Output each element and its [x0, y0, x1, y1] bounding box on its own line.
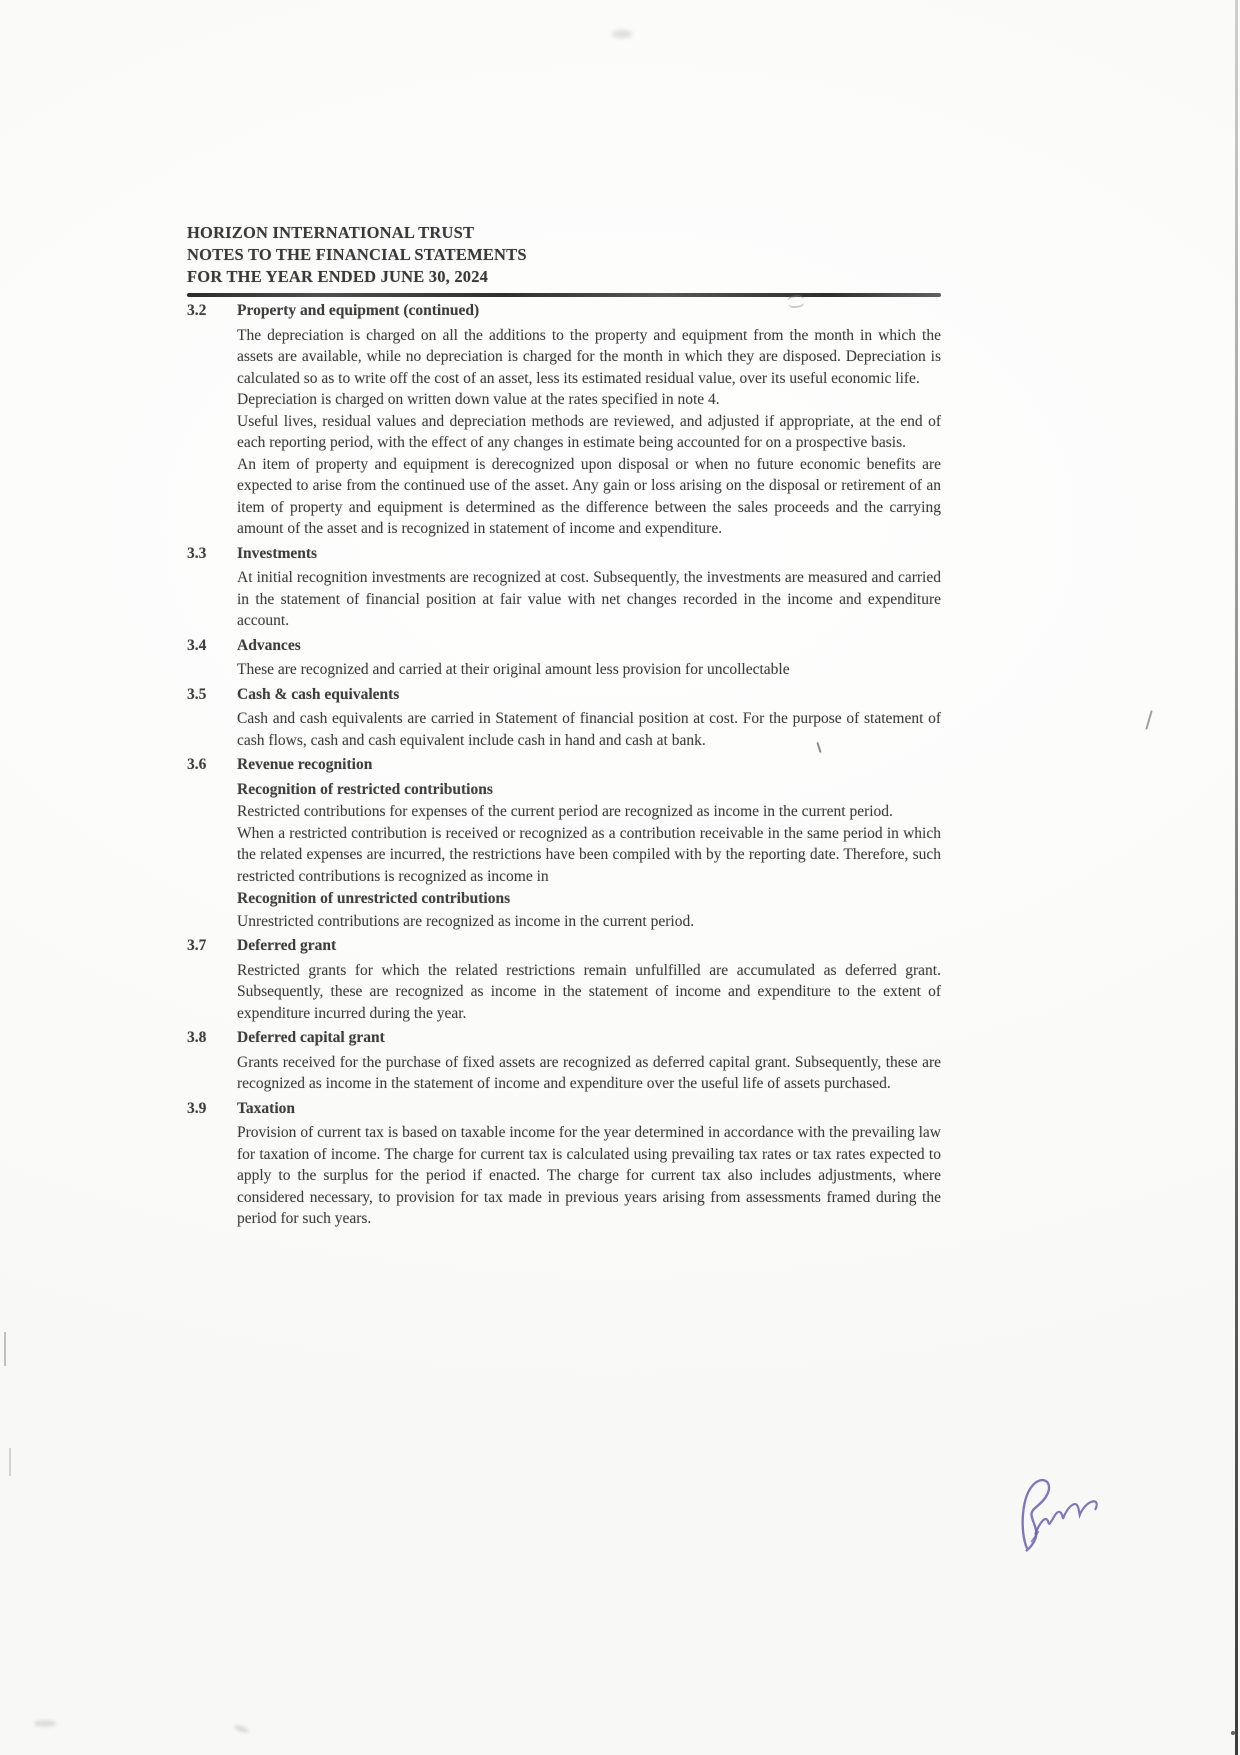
section-number: 3.3 — [187, 544, 207, 562]
paragraph: Depreciation is charged on written down value at the rates specified in note 4. — [237, 391, 720, 408]
section-3.2 — [187, 300, 941, 540]
section-title: Deferred grant — [237, 937, 337, 954]
paragraph: Cash and cash equivalents are carried in Statement of financial position at cost. For the purpose of statement of cash flows, cash and cash equivalent include cash in hand and cash at bank. — [237, 710, 941, 749]
document-page — [187, 222, 941, 1230]
paragraph: These are recognized and carried at their original amount less provision for uncollectable — [237, 661, 790, 678]
section-title: Revenue recognition — [237, 756, 373, 773]
paragraph: When a restricted contribution is received or recognized as a contribution receivable in the same period in which the related expenses are incurred, the restrictions have been compiled with by the reporting date. Therefore, such restricted contributions is recognized as income in — [237, 824, 941, 885]
section-number: 3.5 — [187, 685, 207, 703]
signature-handwriting — [1003, 1474, 1121, 1558]
section-title: Advances — [237, 636, 301, 654]
section-number: 3.6 — [187, 756, 207, 773]
section-body — [237, 543, 941, 632]
section-title: Property and equipment (continued) — [237, 302, 480, 319]
paragraph: Provision of current tax is based on taxable income for the year determined in accordance with the prevailing law for taxation of income. The charge for current tax is calculated using prevailing tax rates or tax rates expected to apply to the surplus for the period if enacted. The charge for current tax also includes adjustments, where considered necessary, to provision for tax made in previous years arising from assessments framed during the period for such years. — [237, 1124, 941, 1227]
section-number: 3.7 — [187, 937, 207, 954]
notes-sections — [187, 300, 941, 1230]
section-title: Cash & cash equivalents — [237, 685, 400, 703]
section-body — [237, 635, 941, 681]
doc-title: NOTES TO THE FINANCIAL STATEMENTS — [187, 245, 527, 264]
section-3.7 — [187, 935, 941, 1024]
section-body — [237, 1098, 941, 1230]
document-header — [187, 222, 941, 288]
paragraph: The depreciation is charged on all the additions to the property and equipment from the month in which the assets are available, while no depreciation is charged for the month in which they are disposed. Depreciation is calculated so as to write off the cost of an asset, less its estimated residual value, over its useful economic life. — [237, 326, 941, 387]
paragraph: Restricted contributions for expenses of the current period are recognized as income in the current period. — [237, 803, 893, 820]
scan-edge-line — [1235, 0, 1238, 1755]
section-body — [237, 754, 941, 932]
sub-heading: Recognition of unrestricted contributions — [237, 890, 511, 907]
paragraph: Useful lives, residual values and depreciation methods are reviewed, and adjusted if appropriate, at the end of each reporting period, with the effect of any changes in estimate being accounted for on a prospective basis. — [237, 412, 941, 451]
section-3.4 — [187, 635, 941, 681]
section-3.5 — [187, 684, 941, 752]
org-name: HORIZON INTERNATIONAL TRUST — [187, 223, 475, 242]
paragraph: Unrestricted contributions are recognized as income in the current period. — [237, 912, 695, 930]
section-number: 3.2 — [187, 302, 207, 319]
paragraph: Grants received for the purchase of fixed assets are recognized as deferred capital grant. Subsequently, these are recognized as income in the statement of income and expenditure over the useful life of assets purchased. — [237, 1053, 941, 1092]
scan-smudge — [34, 1720, 56, 1727]
period-line: FOR THE YEAR ENDED JUNE 30, 2024 — [187, 267, 489, 286]
section-3.3 — [187, 543, 941, 632]
section-body — [237, 935, 941, 1024]
section-body — [237, 1027, 941, 1095]
paragraph: At initial recognition investments are recognized at cost. Subsequently, the investments are measured and carried in the statement of financial position at fair value with net changes recorded in the income and expenditure account. — [237, 569, 941, 629]
paragraph: An item of property and equipment is derecognized upon disposal or when no future economic benefits are expected to arise from the continued use of the asset. Any gain or loss arising on the disposal or retirement of an item of property and equipment is determined as the difference between the sales proceeds and the carrying amount of the asset and is recognized in statement of income and expenditure. — [237, 455, 941, 537]
section-title: Investments — [237, 544, 318, 562]
scan-smudge — [612, 30, 632, 38]
section-body — [237, 684, 941, 752]
section-3.8 — [187, 1027, 941, 1095]
pen-tick-mark — [1145, 710, 1152, 730]
sub-heading: Recognition of restricted contributions — [237, 780, 493, 798]
section-body — [237, 300, 941, 540]
section-number: 3.4 — [187, 636, 207, 654]
section-3.6 — [187, 754, 941, 932]
section-number: 3.9 — [187, 1099, 207, 1117]
scan-smudge — [233, 1724, 249, 1735]
section-number: 3.8 — [187, 1029, 207, 1046]
section-title: Deferred capital grant — [237, 1029, 385, 1046]
section-title: Taxation — [237, 1099, 296, 1117]
header-rule — [187, 293, 941, 297]
scan-edge-mark — [9, 1448, 11, 1476]
scan-edge-mark — [4, 1332, 6, 1366]
paragraph: Restricted grants for which the related restrictions remain unfulfilled are accumulated as deferred grant. Subsequently, these are recognized as income in the statement of income and expenditure to the extent of expenditure incurred during the year. — [237, 961, 941, 1022]
section-3.9 — [187, 1098, 941, 1230]
